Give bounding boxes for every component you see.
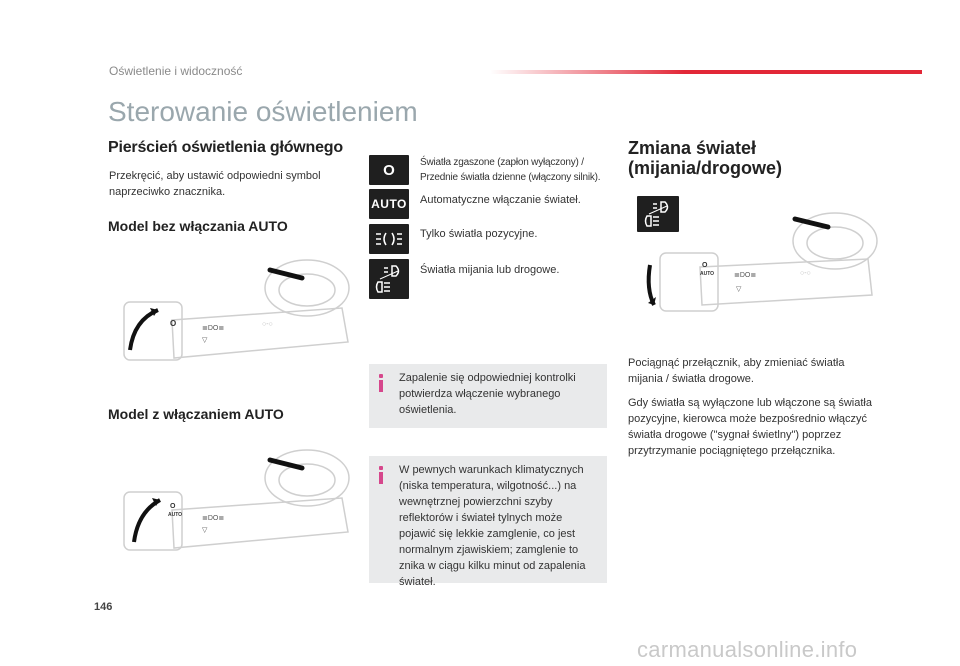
svg-text:▽: ▽ bbox=[736, 286, 742, 293]
stalk-label-off: O bbox=[170, 319, 177, 328]
svg-text:▽: ▽ bbox=[202, 337, 208, 344]
svg-text:○-○: ○-○ bbox=[800, 270, 811, 277]
beam-switch-instruction: Pociągnąć przełącznik, aby zmieniać światła mijania / światła drogowe. bbox=[628, 357, 845, 385]
note-condensation: W pewnych warunkach klimatycznych (niska temperatura, wilgotność...) na wewnętrznej powierzchni szyby reflektorów i świateł tylnych może pojawić się lekkie zamglenie, co jest normalnym zjawiskiem; zamglenie to znika w ciągu kilku minut od zapalenia świateł. bbox=[369, 456, 607, 583]
svg-text:≣DO≣: ≣DO≣ bbox=[202, 325, 225, 332]
beam-switch-heading: Zmiana świateł (mijania/drogowe) bbox=[628, 138, 783, 178]
icon-description-off: Światła zgaszone (zapłon wyłączony) / Przednie światła dzienne (włączony silnik). bbox=[420, 157, 601, 183]
ring-heading: Pierścień oświetlenia głównego bbox=[108, 139, 343, 156]
auto-lights-icon: AUTO bbox=[369, 189, 409, 219]
info-icon bbox=[379, 374, 383, 392]
stalk-label-auto: AUTO bbox=[700, 271, 715, 277]
info-icon bbox=[379, 466, 383, 484]
ring-description: Przekręcić, aby ustawić odpowiedni symbol naprzeciwko znacznika. bbox=[109, 170, 321, 198]
model-with-auto-heading: Model z włączaniem AUTO bbox=[108, 406, 284, 422]
svg-text:≣DO≣: ≣DO≣ bbox=[734, 272, 757, 279]
stalk-label-auto: AUTO bbox=[168, 512, 183, 518]
icon-description-auto: Automatyczne włączanie świateł. bbox=[420, 194, 581, 206]
stalk-illustration-auto bbox=[112, 440, 352, 565]
model-without-auto-heading: Model bez włączania AUTO bbox=[108, 218, 288, 234]
sidelights-icon bbox=[369, 224, 409, 254]
note-indicator: Zapalenie się odpowiedniej kontrolki potwierdza włączenie wybranego oświetlenia. bbox=[369, 364, 607, 428]
headlamp-flash-description: Gdy światła są wyłączone lub włączone są światła pozycyjne, kierowca może bezpośrednio włączyć światła drogowe ("sygnał świetlny") poprzez przytrzymanie pociągniętego przełącznika. bbox=[628, 397, 872, 457]
lights-off-icon: O bbox=[369, 155, 409, 185]
stalk-illustration-no-auto bbox=[112, 250, 352, 375]
page-number: 146 bbox=[94, 601, 113, 613]
stalk-label-off: O bbox=[170, 503, 176, 510]
svg-text:○-○: ○-○ bbox=[262, 321, 273, 328]
dipped-main-beam-icon bbox=[369, 259, 409, 299]
header-accent-bar bbox=[490, 70, 922, 74]
watermark: carmanualsonline.info bbox=[637, 637, 858, 662]
chapter-title: Oświetlenie i widoczność bbox=[109, 64, 243, 78]
stalk-label-off: O bbox=[702, 262, 708, 269]
icon-description-beams: Światła mijania lub drogowe. bbox=[420, 264, 560, 276]
page-title: Sterowanie oświetleniem bbox=[108, 96, 418, 127]
icon-description-sidelights: Tylko światła pozycyjne. bbox=[420, 228, 538, 240]
svg-text:▽: ▽ bbox=[202, 527, 208, 534]
svg-text:≣DO≣: ≣DO≣ bbox=[202, 515, 225, 522]
stalk-pull-illustration bbox=[640, 205, 880, 320]
